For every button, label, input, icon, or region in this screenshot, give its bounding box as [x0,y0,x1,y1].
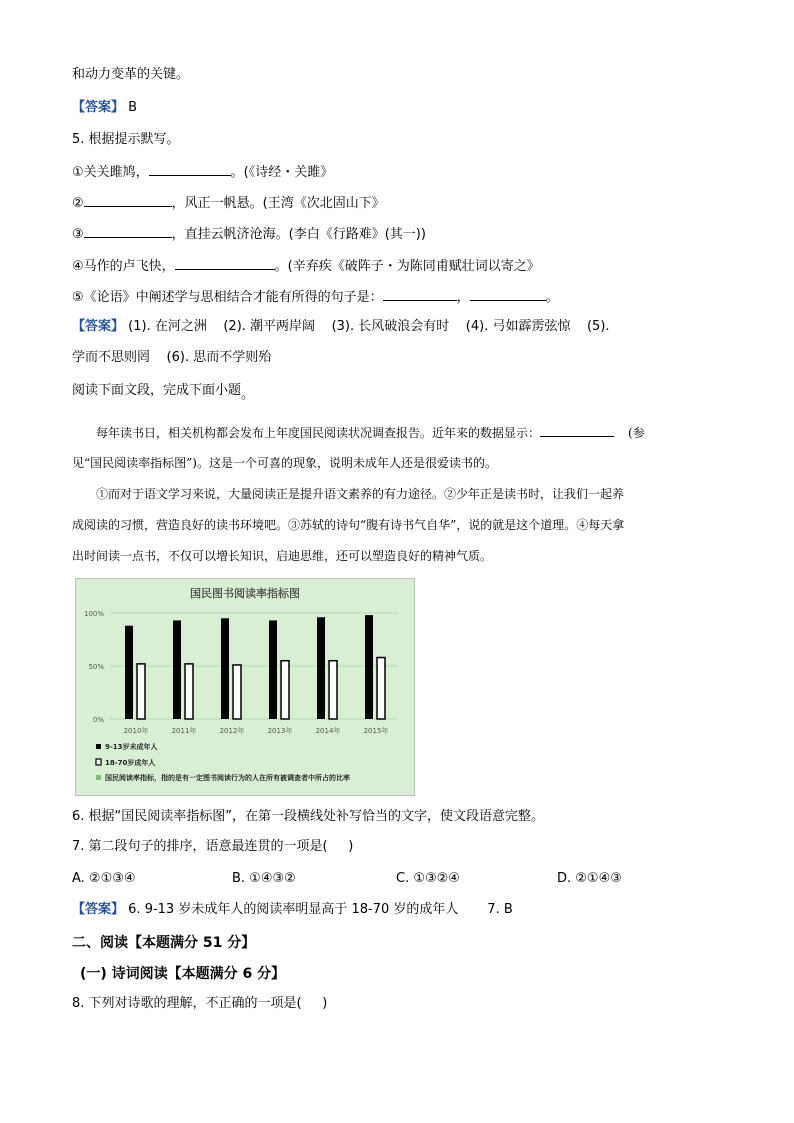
legend-swatch-note [96,775,101,780]
q5-item-1 [72,162,333,182]
fill-blank [175,256,275,270]
text-line: 和动力变革的关键。 [72,67,190,82]
question-6: 6. 根据“国民阅读率指标图”，在第一段横线处补写恰当的文字，使文段语意完整。 [72,809,545,824]
fill-blank [149,162,231,176]
chart-title: 国民图书阅读率指标图 [190,587,300,600]
bar-adults [233,665,241,719]
fill-blank [84,224,172,238]
passage-line [96,423,645,442]
legend-label-minors: 9-13岁未成年人 [105,743,158,751]
answer-6-7-text: 6. 9-13 岁未成年人的阅读率明显高于 18-70 岁的成年人 7. B [128,902,513,917]
bar-minors [125,626,133,719]
legend-swatch-minors [96,744,101,749]
legend-label-note: 国民阅读率指标，指的是有一定图书阅读行为的人在所有被调查者中所占的比率 [105,774,350,782]
q5-item-4 [72,256,540,276]
chart-canvas [76,579,414,795]
subsection-heading: (一) 诗词阅读【本题满分 6 分】 [80,966,286,982]
fill-blank [383,287,457,301]
passage-line: 见“国民阅读率指标图”)。这是一个可喜的现象，说明未成年人还是很爱读书的。 [72,456,497,470]
bar-adults [377,658,385,719]
question-5: 5. 根据提示默写。 [72,132,180,147]
q5-item-5-comma: ， [456,290,470,305]
q5-item-1-source: 。(《诗经・关雎》 [230,165,334,180]
fill-blank [540,423,614,437]
q5-item-2-source: ，风正一帆悬。(王湾《次北固山下》 [171,196,385,211]
option-a: A. ②①③④ [72,871,136,886]
fill-blank [470,287,546,301]
option-b: B. ①④③② [232,871,296,886]
reading-intro-mark: 。 [241,387,255,402]
q5-item-5-end: 。 [545,290,559,305]
bar-adults [137,664,145,719]
passage-line: 成阅读的习惯，营造良好的读书环境吧。③苏轼的诗句“腹有诗书气自华”，说的就是这个道理。④每天拿 [72,518,625,532]
answer-5-line-1 [72,318,610,336]
y-tick-label: 0% [92,716,104,724]
bar-adults [281,661,289,719]
answer-label: 【答案】 [72,319,125,334]
passage-line: 出时间读一点书，不仅可以增长知识，启迪思维，还可以塑造良好的精神气质。 [72,549,493,563]
legend-swatch-adults [96,759,101,765]
answer-label: 【答案】 [72,902,125,917]
reading-rate-chart [75,578,415,796]
bar-minors [221,618,229,719]
x-tick-label: 2014年 [315,727,341,735]
answer-5-line-2: 学而不思则罔 (6). 思而不学则殆 [72,350,272,365]
q5-item-3-text: ③ [72,227,84,242]
fill-blank [84,193,172,207]
section-heading: 二、阅读【本题满分 51 分】 [72,935,256,951]
legend-label-adults: 18-70岁成年人 [105,759,156,767]
y-tick-label: 100% [83,610,104,618]
q5-item-5 [72,287,559,307]
bar-adults [329,661,337,719]
passage-text: 每年读书日，相关机构都会发布上年度国民阅读状况调查报告。近年来的数据显示： [96,426,541,440]
x-tick-label: 2013年 [267,727,293,735]
question-7: 7. 第二段句子的排序，语意最连贯的一项是( ) [72,839,354,854]
answer-label: 【答案】 [72,100,125,115]
q5-item-4-source: 。(辛弃疾《破阵子・为陈同甫赋壮词以寄之》 [274,259,540,274]
bar-minors [365,615,373,719]
q5-item-4-text: ④马作的卢飞快， [72,259,175,274]
q5-item-3 [72,224,426,244]
y-tick-label: 50% [88,663,104,671]
q5-item-2 [72,193,385,213]
x-tick-label: 2011年 [171,727,197,735]
x-tick-label: 2012年 [219,727,245,735]
answer-5-text: (1). 在河之洲 (2). 潮平两岸阔 (3). 长风破浪会有时 (4). 弓如霹雳弦惊 (5). [128,319,610,334]
bar-minors [317,617,325,719]
q5-item-1-text: ①关关雎鸠， [72,165,149,180]
q5-item-5-text: ⑤《论语》中阐述学与思相结合才能有所得的句子是： [72,290,383,305]
reading-intro [72,382,254,400]
bar-adults [185,664,193,719]
bar-minors [269,620,277,719]
bar-minors [173,620,181,719]
reading-intro-text: 阅读下面文段，完成下面小题 [72,383,242,398]
passage-line: ①而对于语文学习来说，大量阅读正是提升语文素养的有力途径。②少年正是读书时，让我们一起养 [96,487,625,501]
question-8: 8. 下列对诗歌的理解，不正确的一项是( ) [72,996,328,1011]
answer-value: B [128,100,138,115]
answer-line [72,99,137,117]
option-d: D. ②①④③ [557,871,622,886]
q5-item-2-text: ② [72,196,84,211]
answer-6-7 [72,901,513,919]
x-tick-label: 2015年 [363,727,389,735]
q5-item-3-source: ，直挂云帆济沧海。(李白《行路难》(其一)) [171,227,426,242]
option-c: C. ①③②④ [396,871,460,886]
passage-text: (参 [628,426,645,440]
x-tick-label: 2010年 [123,727,149,735]
